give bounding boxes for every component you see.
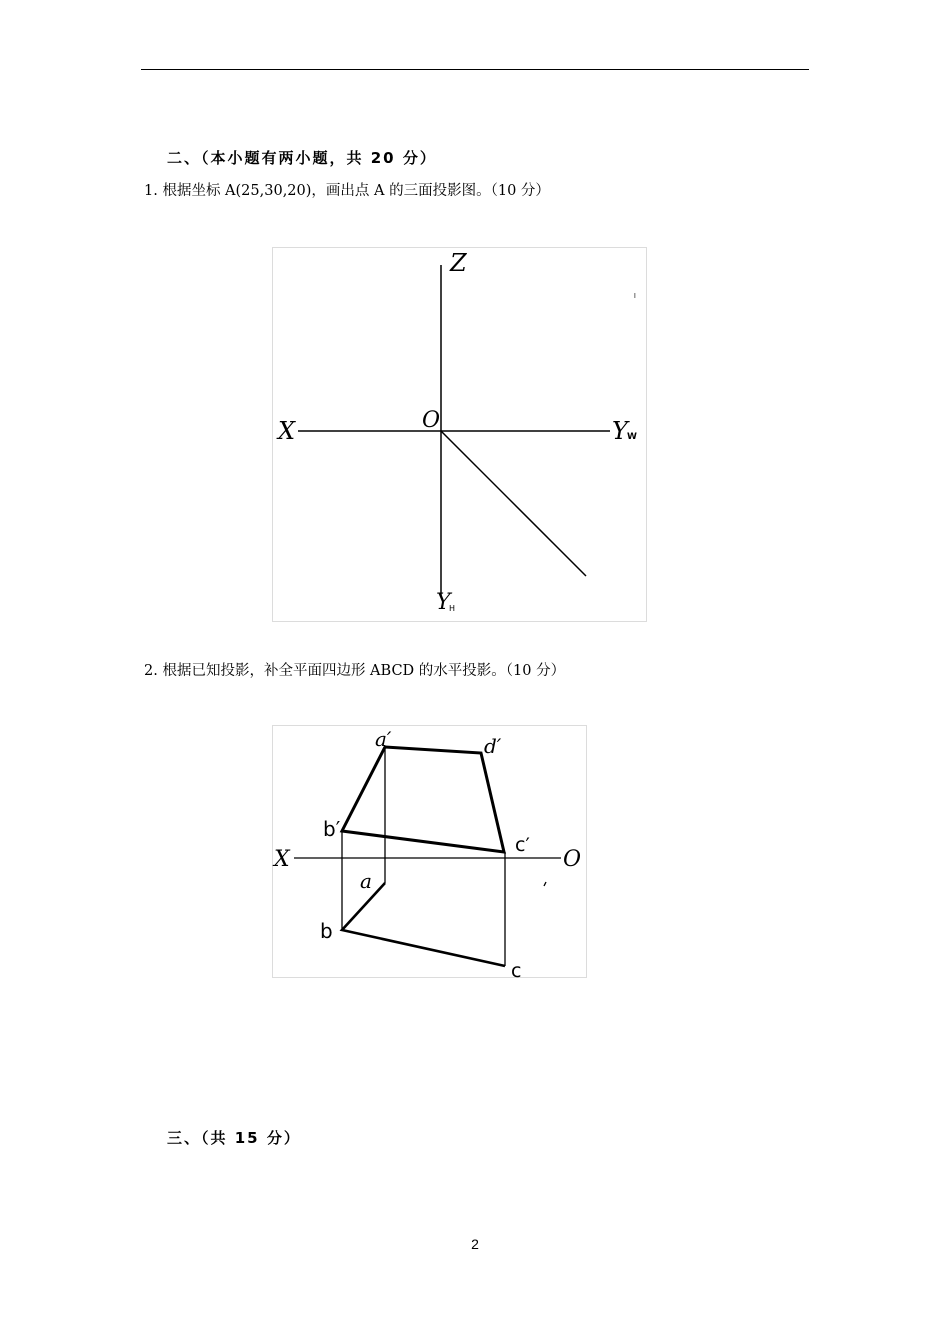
section-2-heading: 二、（本小题有两小题，共 20 分） bbox=[167, 149, 437, 167]
label-c: c bbox=[511, 960, 522, 978]
front-projection-quadrilateral bbox=[342, 747, 504, 852]
45-degree-line bbox=[441, 431, 586, 576]
axis-label-yw: Y bbox=[612, 417, 628, 445]
quadrilateral-figure bbox=[272, 725, 587, 978]
label-b-prime: b′ bbox=[323, 817, 341, 841]
figure-border bbox=[273, 248, 647, 622]
label-a: a bbox=[360, 869, 372, 893]
axis-label-yh: Y bbox=[436, 590, 451, 615]
axis-label-x: X bbox=[278, 417, 296, 445]
page-number: 2 bbox=[471, 1236, 479, 1252]
projection-axes-figure bbox=[272, 247, 647, 622]
label-c-prime: c′ bbox=[515, 834, 530, 856]
label-a-prime: a′ bbox=[375, 727, 392, 751]
header-rule bbox=[141, 69, 809, 70]
scan-speck bbox=[634, 293, 636, 298]
label-d-prime: d′ bbox=[484, 734, 502, 758]
axis-label-o: O bbox=[563, 847, 582, 872]
section-3-heading: 三、（共 15 分） bbox=[167, 1129, 301, 1147]
quadrilateral-svg bbox=[272, 725, 587, 978]
question-1-text: 1. 根据坐标 A(25,30,20)，画出点 A 的三面投影图。（10 分） bbox=[144, 183, 550, 199]
projection-axes-svg bbox=[272, 247, 647, 622]
axis-label-yh-subscript: H bbox=[449, 604, 456, 613]
question-2-text: 2. 根据已知投影，补全平面四边形 ABCD 的水平投影。（10 分） bbox=[144, 663, 566, 679]
axis-label-yw-subscript: W bbox=[627, 432, 637, 442]
top-projection-partial bbox=[342, 883, 505, 966]
scan-mark bbox=[544, 882, 546, 886]
axis-label-x: X bbox=[274, 847, 290, 872]
origin-label: O bbox=[422, 408, 441, 433]
label-b: b bbox=[320, 919, 333, 943]
axis-label-z: Z bbox=[450, 249, 467, 277]
